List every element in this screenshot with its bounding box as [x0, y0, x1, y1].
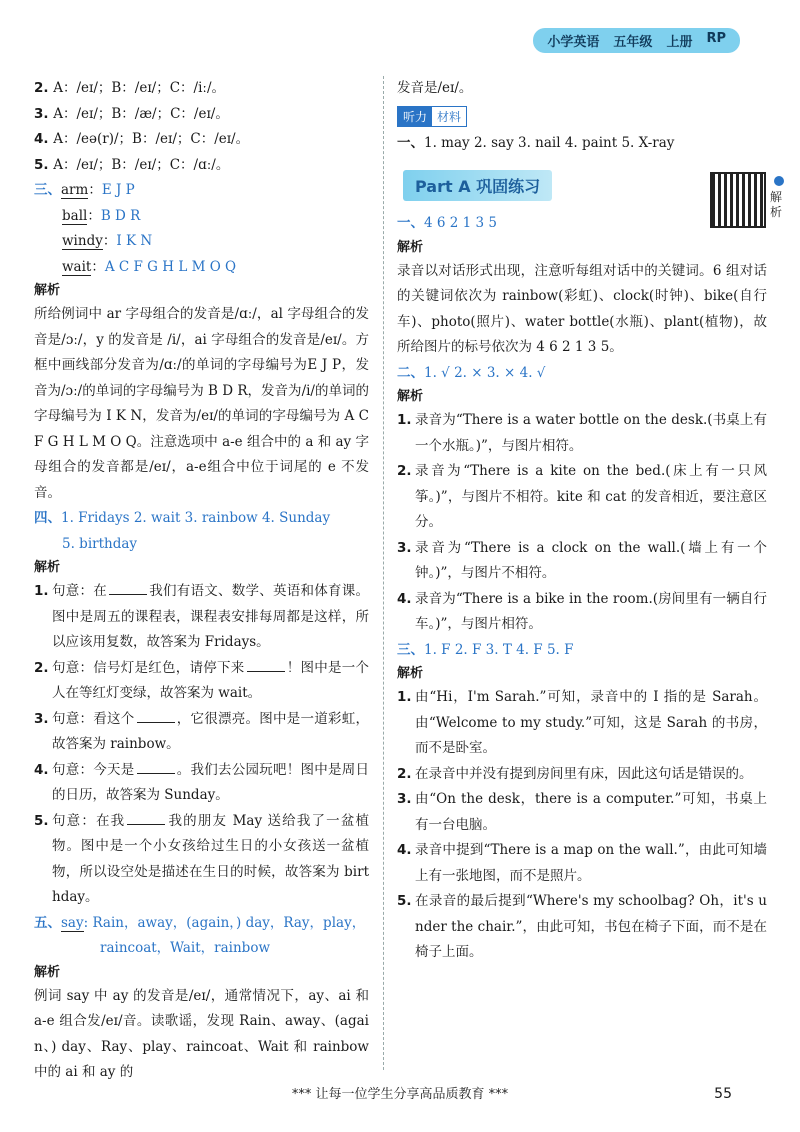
section-4-item: 2. 句意：信号灯是红色，请停下来 ！图中是一个人在等红灯变绿，故答案为 wait。	[34, 659, 369, 701]
right-section-2-item: 4. 录音为“There is a bike in the room.(房间里有一辆自行车。)”，与图片相符。	[397, 590, 767, 632]
explanation-heading: 解析	[397, 239, 424, 255]
answer-line-3: 3. A：/eɪ/；B：/æ/；C：/eɪ/。	[34, 105, 229, 122]
header-edition: RP	[706, 31, 726, 46]
right-section-3-item: 2. 在录音中并没有提到房间里有床，因此这句话是错误的。	[397, 765, 753, 782]
section-4-item: 1. 句意：在 我们有语文、数学、英语和体育课。图中是周五的课程表，课程表安排每周都是这样，所以应该用复数，故答案为 Fridays。	[34, 583, 369, 650]
right-section-3-answers: 三、1. F 2. F 3. T 4. F 5. F	[397, 641, 574, 658]
header-grade: 五年级	[613, 35, 653, 50]
section-3-row-3: windy：I K N	[62, 233, 153, 249]
section-4-item: 5. 句意：在我 我的朋友 May 送给我了一盆植物。图中是一个小女孩给过生日的小女孩送一盆植物，所以设空处是描述在生日的时候，故答案为 birthday。	[34, 812, 369, 905]
explanation-heading: 解析	[34, 283, 61, 298]
right-section-1-answers: 一、4 6 2 1 3 5	[397, 215, 497, 231]
right-section-1-explanation: 录音以对话形式出现，注意听每组对话中的关键词。6 组对话的关键词依次为 rainbow(彩虹)、clock(时钟)、bike(自行车)、photo(照片)、water bottle(水瓶)、plant(植物)，故所给图片的标号依次为 4 6 2 1 3 5。	[397, 262, 767, 355]
explanation-heading: 解析	[397, 666, 424, 681]
answer-line-5: 5. A：/eɪ/；B：/eɪ/；C：/ɑː/。	[34, 156, 230, 173]
header-bar	[533, 28, 740, 53]
qr-label: 解析	[770, 190, 783, 219]
listening-material-tag: 听力 材料	[397, 106, 467, 127]
section-3-explanation: 所给例词中 ar 字母组合的发音是/ɑː/，al 字母组合的发音是/ɔː/，y 的发音是 /i/，ai 字母组合的发音是/eɪ/。方框中画线部分发音为/ɑː/的单词的字母编号为E J P，发音为/ɔː/的单词的字母编号为 B D R，发音为/i/的单词的字母编号为 I K N，发音为/eɪ/的单词的字母编号为 A C F G H L M O Q。注意选项中 a-e 组合中的 a 和 ay 字母组合的发音都是/eɪ/，a-e组合中位于词尾的 e 不发音。	[34, 306, 369, 501]
continued-text: 发音是/eɪ/。	[397, 80, 473, 96]
play-icon	[774, 176, 784, 186]
right-section-3-item: 1. 由“Hi，I'm Sarah.”可知，录音中的 I 指的是 Sarah。由“Welcome to my study.”可知，这是 Sarah 的书房，而不是卧室。	[397, 689, 767, 756]
section-4-answers-2: 5. birthday	[62, 535, 138, 552]
section-4-answers: 四、1. Fridays 2. wait 3. rainbow 4. Sunday	[34, 510, 331, 526]
explanation-heading: 解析	[34, 964, 61, 980]
part-a-banner: Part A 巩固练习	[403, 170, 552, 201]
section-4-item: 3. 句意：看这个 ，它很漂亮。图中是一道彩虹，故答案为 rainbow。	[34, 710, 369, 752]
footer-slogan: *** 让每一位学生分享高品质教育 ***	[291, 1087, 509, 1102]
section-4-item: 4. 句意：今天是 。我们去公园玩吧！图中是周日的日历，故答案为 Sunday。	[34, 761, 369, 803]
column-divider	[383, 76, 384, 1070]
explanation-heading: 解析	[397, 389, 424, 404]
section-3-row-4: wait：A C F G H L M O Q	[62, 258, 237, 275]
right-section-3-item: 5. 在录音的最后提到“Where's my schoolbag? Oh，it's under the chair.”，由此可知，书包在椅子下面，而不是在椅子上面。	[397, 893, 767, 960]
right-section-2-answers: 二、1. √ 2. × 3. × 4. √	[397, 364, 546, 381]
right-section-3-item: 3. 由“On the desk，there is a computer.”可知，书桌上有一台电脑。	[397, 791, 767, 833]
right-section-2-item: 3. 录音为“There is a clock on the wall.(墙上有一个钟。)”，与图片不相符。	[397, 539, 767, 581]
section-5-answers: 五、say: Rain，away，(again，) day，Ray，play，	[34, 914, 366, 931]
header-subject: 小学英语	[547, 35, 600, 50]
right-section-2-item: 2. 录音为“There is a kite on the bed.(床上有一只风筝。)”，与图片不相符。kite 和 cat 的发音相近，要注意区分。	[397, 463, 767, 530]
section-5-answers-2: raincoat，Wait，rainbow	[100, 940, 271, 956]
answer-line-4: 4. A：/eə(r)/；B：/eɪ/；C：/eɪ/。	[34, 131, 250, 147]
listening-answers: 一、1. may 2. say 3. nail 4. paint 5. X-ray	[397, 134, 675, 151]
section-3-row-1: 三、arm：E J P	[34, 182, 135, 198]
section-5-explanation: 例词 say 中 ay 的发音是/eɪ/，通常情况下，ay、ai 和 a-e 组合发/eɪ/音。读歌谣，发现 Rain、away、(again、) day、Ray、play、raincoat、Wait 和 rainbow 中的 ai 和 ay 的	[34, 987, 369, 1080]
left-column	[34, 76, 369, 1086]
header-volume: 上册	[666, 35, 693, 50]
page-number: 55	[714, 1086, 732, 1102]
qr-code-icon[interactable]	[710, 172, 766, 228]
answer-line-2: 2. A：/eɪ/；B：/eɪ/；C：/iː/。	[34, 80, 226, 96]
explanation-heading: 解析	[34, 560, 61, 575]
section-3-row-2: ball：B D R	[62, 207, 141, 224]
right-section-2-item: 1. 录音为“There is a water bottle on the desk.(书桌上有一个水瓶。)”，与图片相符。	[397, 412, 767, 454]
right-section-3-item: 4. 录音中提到“There is a map on the wall.”，由此可知墙上有一张地图，而不是照片。	[397, 842, 767, 884]
